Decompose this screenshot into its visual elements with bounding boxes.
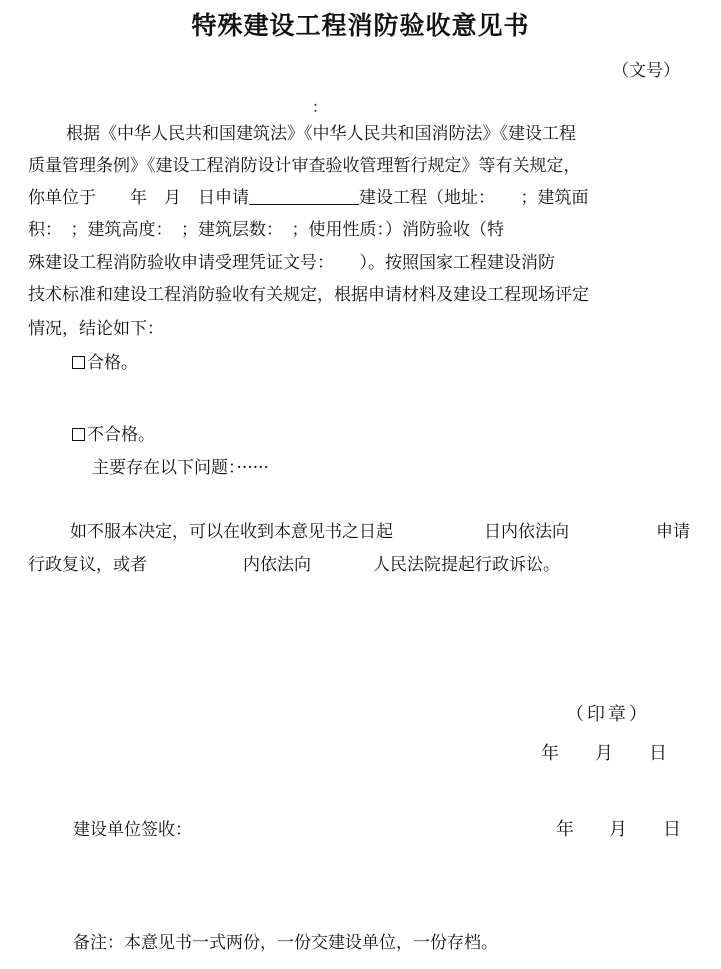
receipt-month: 月 — [609, 819, 627, 840]
fail-option[interactable] — [72, 424, 155, 446]
appeal-line-1c: 申请 — [656, 522, 690, 542]
seal-day: 日 — [649, 743, 667, 764]
addressee-colon: ： — [312, 98, 328, 116]
footnote: 备注：本意见书一式两份，一份交建设单位，一份存档。 — [73, 933, 498, 953]
receipt-year: 年 — [556, 819, 574, 840]
pass-label: 合格。 — [87, 353, 138, 373]
document-number: （文号） — [612, 61, 680, 81]
body-line-5: 殊建设工程消防验收申请受理凭证文号： ）。按照国家工程建设消防 — [28, 253, 555, 273]
issues-label: 主要存在以下问题：······ — [92, 458, 269, 478]
appeal-line-2a: 行政复议，或者 — [28, 555, 147, 575]
body-line-2: 质量管理条例》《建设工程消防设计审查验收管理暂行规定》等有关规定， — [28, 156, 581, 176]
document-title: 特殊建设工程消防验收意见书 — [191, 11, 530, 40]
receipt-label: 建设单位签收： — [73, 820, 192, 840]
body-line-4: 积： ；建筑高度： ；建筑层数： ；使用性质：）消防验收（特 — [28, 220, 504, 240]
body-line-7: 情况，结论如下： — [28, 319, 164, 339]
pass-checkbox[interactable] — [72, 356, 85, 369]
fail-label: 不合格。 — [87, 425, 155, 445]
seal-label: （印章） — [566, 704, 650, 725]
receipt-day: 日 — [663, 819, 681, 840]
appeal-line-1b: 日内依法向 — [484, 522, 569, 542]
pass-option[interactable] — [72, 352, 138, 374]
appeal-line-2b: 内依法向 — [243, 555, 311, 575]
body-line-3-start: 你单位于 年 月 日申请 — [28, 188, 249, 208]
appeal-line-2c: 人民法院提起行政诉讼。 — [373, 555, 560, 575]
body-line-3 — [28, 186, 589, 209]
seal-year: 年 — [541, 743, 559, 764]
project-name-blank — [249, 186, 359, 205]
body-line-6: 技术标准和建设工程消防验收有关规定，根据申请材料及建设工程现场评定 — [28, 285, 589, 305]
fail-checkbox[interactable] — [72, 428, 85, 441]
seal-month: 月 — [595, 743, 613, 764]
appeal-line-1a: 如不服本决定，可以在收到本意见书之日起 — [70, 522, 393, 542]
body-line-3-end: 建设工程（地址： ；建筑面 — [359, 188, 589, 208]
body-line-1: 根据《中华人民共和国建筑法》《中华人民共和国消防法》《建设工程 — [66, 124, 576, 144]
